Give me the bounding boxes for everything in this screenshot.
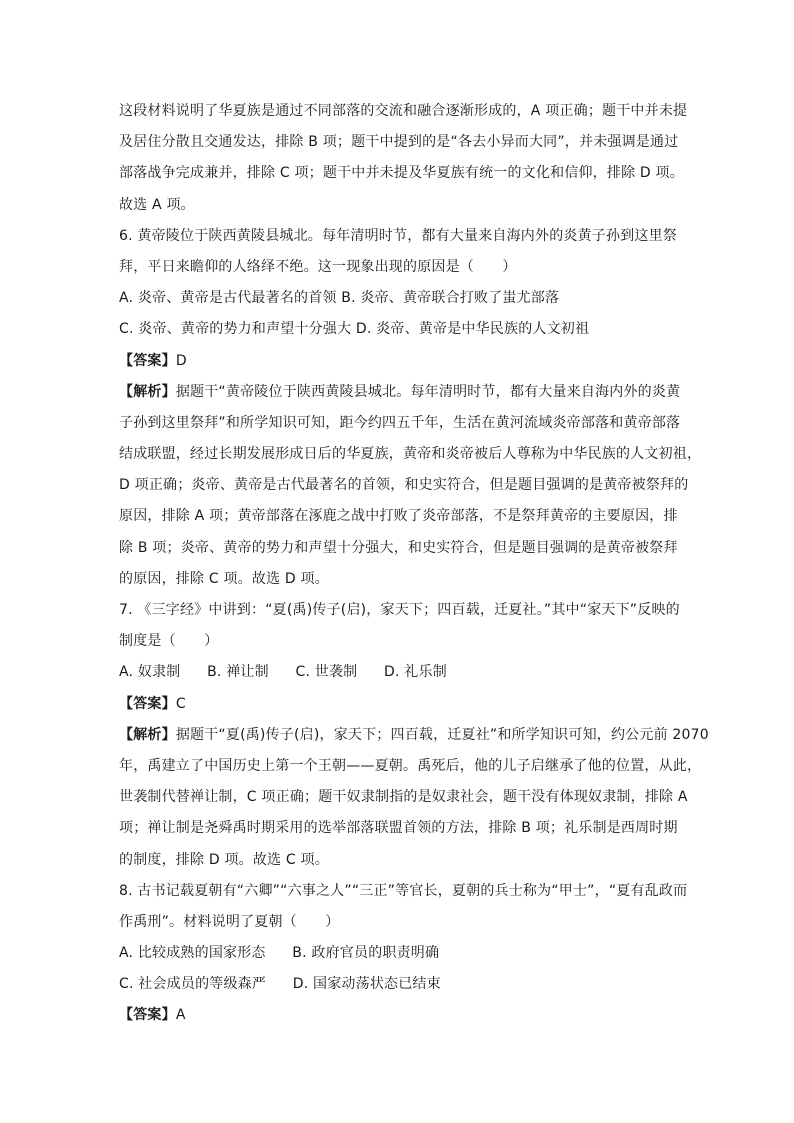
text-line: 的制度，排除 D 项。故选 C 项。 xyxy=(119,851,329,868)
option-c: C. 社会成员的等级森严 xyxy=(119,976,267,993)
text-line: 的原因，排除 C 项。故选 D 项。 xyxy=(119,570,329,587)
option-d: D. 礼乐制 xyxy=(384,664,447,681)
text-line: 原因，排除 A 项；黄帝部落在涿鹿之战中打败了炎帝部落，不是祭拜黄帝的主要原因，排 xyxy=(119,508,678,525)
option-b: B. 禅让制 xyxy=(207,664,269,681)
text-line: 部落战争完成兼并，排除 C 项；题干中并未提及华夏族有统一的文化和信仰，排除 D 项。 xyxy=(119,165,684,182)
options-row xyxy=(119,938,679,969)
analysis-label: 【解析】 xyxy=(119,726,176,743)
answer-value: D xyxy=(175,352,187,369)
text-line: 结成联盟，经过长期发展形成日后的华夏族，黄帝和炎帝被后人尊称为中华民族的人文初祖， xyxy=(119,446,702,463)
answer-label: 【答案】 xyxy=(119,695,176,712)
answer-value: C xyxy=(175,695,186,712)
question-stem: 6. 黄帝陵位于陕西黄陵县城北。每年清明时节，都有大量来自海内外的炎黄子孙到这里祭 xyxy=(119,227,678,244)
question-6 xyxy=(119,221,702,595)
text-line: 除 B 项；炎帝、黄帝的势力和声望十分强大，和史实符合，但是题目强调的是黄帝被祭拜 xyxy=(119,539,678,556)
options-row xyxy=(119,657,679,688)
exam-page xyxy=(119,96,709,1032)
option-c: C. 世袭制 xyxy=(295,664,358,681)
option-a: A. 比较成熟的国家形态 xyxy=(119,945,266,962)
answer-line xyxy=(119,689,679,720)
answer-value: A xyxy=(175,1007,186,1024)
option-line: C. 炎帝、黄帝的势力和声望十分强大 D. 炎帝、黄帝是中华民族的人文初祖 xyxy=(119,321,590,338)
answer-label: 【答案】 xyxy=(119,352,176,369)
analysis-text: 据题干“黄帝陵位于陕西黄陵县城北。每年清明时节，都有大量来自海内外的炎黄 xyxy=(175,383,681,400)
analysis-label: 【解析】 xyxy=(119,383,176,400)
option-a: A. 奴隶制 xyxy=(119,664,181,681)
option-line: A. 炎帝、黄帝是古代最著名的首领 B. 炎帝、黄帝联合打败了蚩尤部落 xyxy=(119,290,560,307)
question-stem: 作禹刑”。材料说明了夏朝（ ） xyxy=(119,913,340,930)
question-stem: 7. 《三字经》中讲到：“夏(禹)传子(启)，家天下；四百载，迁夏社。”其中“家天下”反映的 xyxy=(119,602,680,618)
answer-label: 【答案】 xyxy=(119,1007,176,1024)
answer-line xyxy=(119,1000,679,1031)
question-8 xyxy=(119,876,688,1032)
question-7 xyxy=(119,595,709,876)
text-line: 故选 A 项。 xyxy=(119,196,195,213)
text-line: 世袭制代替禅让制，C 项正确；题干奴隶制指的是奴隶社会，题干没有体现奴隶制，排除 A xyxy=(119,789,688,806)
option-d: D. 国家动荡状态已结束 xyxy=(292,976,441,993)
q5-explanation xyxy=(119,96,688,221)
text-line: 年，禹建立了中国历史上第一个王朝——夏朝。禹死后，他的儿子启继承了他的位置，从此， xyxy=(119,757,702,774)
option-b: B. 政府官员的职责明确 xyxy=(292,945,440,962)
question-stem: 制度是（ ） xyxy=(119,633,219,650)
options-row xyxy=(119,969,679,1000)
question-stem: 8. 古书记载夏朝有“六卿”“六事之人”“三正”等官长，夏朝的兵士称为“甲士”，“夏有乱政而 xyxy=(119,882,688,899)
answer-line xyxy=(119,346,679,377)
text-line: 子孙到这里祭拜”和所学知识可知，距今约四五千年，生活在黄河流域炎帝部落和黄帝部落 xyxy=(119,414,681,431)
question-stem: 拜，平日来瞻仰的人络绎不绝。这一现象出现的原因是（ ） xyxy=(119,258,517,275)
text-line: D 项正确；炎帝、黄帝是古代最著名的首领，和史实符合，但是题目强调的是黄帝被祭拜的 xyxy=(119,477,689,494)
analysis-text: 据题干“夏(禹)传子(启)，家天下；四百载，迁夏社”和所学知识可知，约公元前 2070 xyxy=(175,726,709,743)
analysis-line xyxy=(119,720,709,751)
text-line: 项；禅让制是尧舜禹时期采用的选举部落联盟首领的方法，排除 B 项；礼乐制是西周时期 xyxy=(119,820,678,837)
text-line: 这段材料说明了华夏族是通过不同部落的交流和融合逐渐形成的，A 项正确；题干中并未提 xyxy=(119,103,688,119)
text-line: 及居住分散且交通发达，排除 B 项；题干中提到的是“各去小异而大同”，并未强调是通过 xyxy=(119,134,679,151)
analysis-line xyxy=(119,377,679,408)
